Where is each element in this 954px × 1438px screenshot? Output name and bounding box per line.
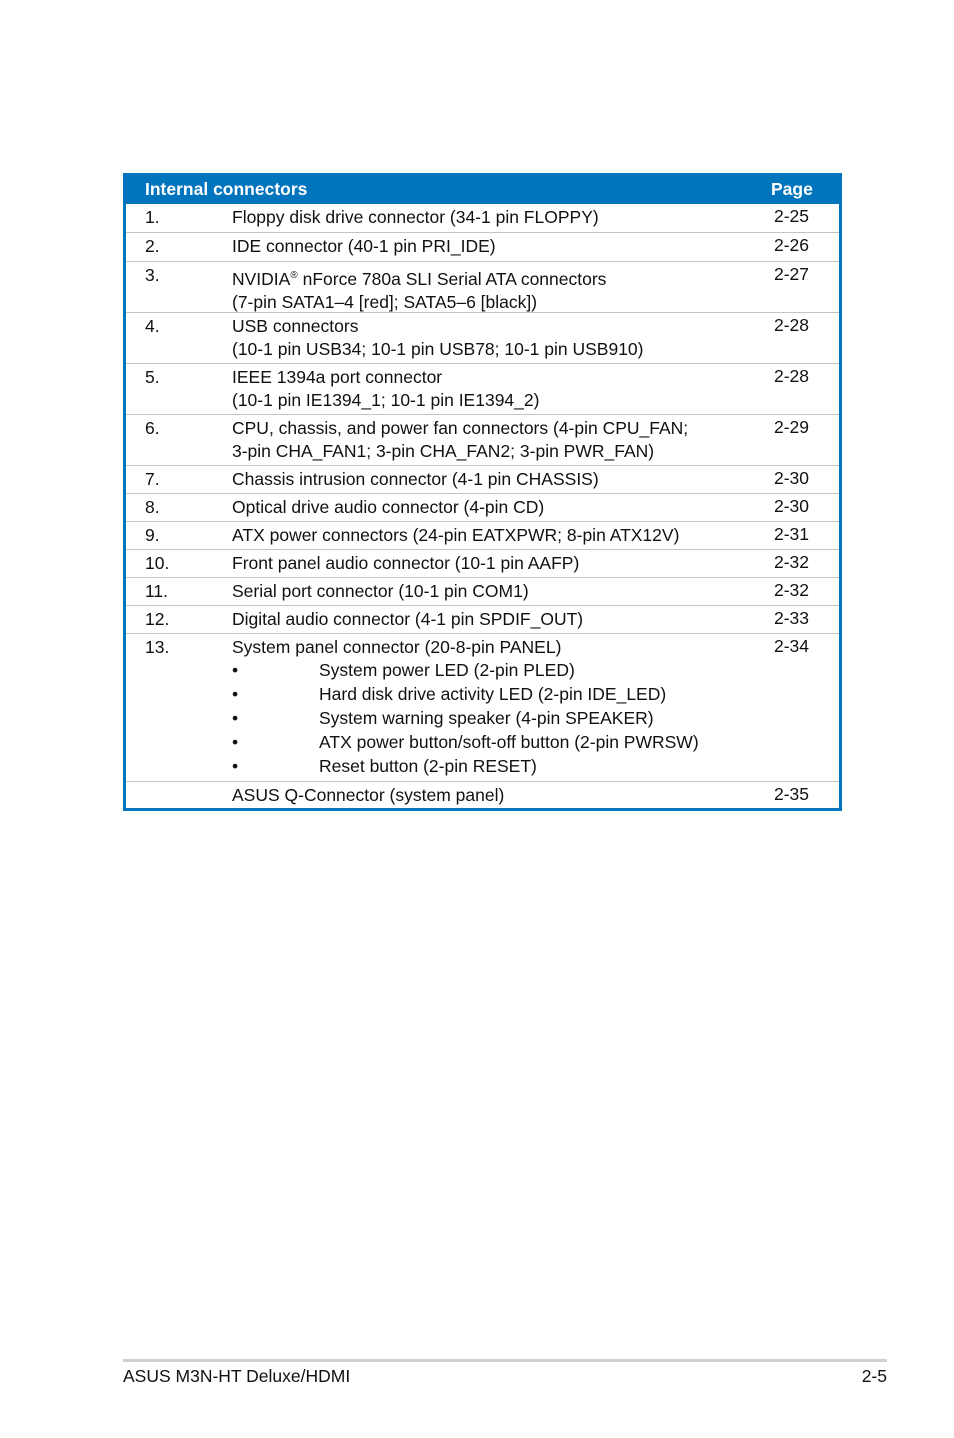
row-number: 10. [145,553,170,573]
bullet-icon: • [232,756,239,776]
table-row [126,262,839,313]
bullet-item [232,731,699,755]
header-title: Internal connectors [145,179,308,199]
table-row [126,466,839,494]
row-description [232,206,599,229]
row-number: 11. [145,581,169,601]
row-page: 2-31 [774,524,810,544]
row-number: 2. [145,236,160,256]
row-description [232,608,583,631]
description-text: nForce 780a SLI Serial ATA connectors [297,269,607,289]
row-number: 7. [145,469,160,489]
table-header [126,173,839,204]
row-page: 2-26 [774,235,810,255]
row-number: 9. [145,525,160,545]
row-description [232,366,539,412]
bullet-icon: • [232,708,239,728]
table-row [126,204,839,233]
description-line: Serial port connector (10-1 pin COM1) [232,581,529,601]
table-row [126,782,839,809]
description-line: 3-pin CHA_FAN1; 3-pin CHA_FAN2; 3-pin PWR_FAN) [232,441,655,461]
row-number: 8. [145,497,160,517]
row-description [232,580,529,603]
description-line: CPU, chassis, and power fan connectors (4-pin CPU_FAN; [232,418,689,438]
row-description [232,468,599,491]
description-line: Digital audio connector (4-1 pin SPDIF_OUT) [232,609,584,629]
row-page: 2-32 [774,552,810,572]
registered-mark: ® [290,270,298,281]
bullet-text: System warning speaker (4-pin SPEAKER) [319,708,654,728]
footer-product-name: ASUS M3N-HT Deluxe/HDMI [123,1366,351,1386]
row-number: 13. [145,637,170,657]
row-description [232,235,496,258]
bullet-text: Hard disk drive activity LED (2-pin IDE_LED) [319,684,667,704]
description-line: (10-1 pin IE1394_1; 10-1 pin IE1394_2) [232,390,540,410]
row-page: 2-29 [774,417,810,437]
row-description [232,784,504,807]
table-row [126,578,839,606]
table-row [126,364,839,415]
row-number: 3. [145,265,160,285]
bullet-icon: • [232,660,239,680]
bullet-item [232,755,561,779]
table-row [126,233,839,262]
bullet-icon: • [232,732,239,752]
description-line: USB connectors [232,316,359,336]
bullet-item [232,659,575,683]
table-row [126,522,839,550]
row-number: 4. [145,316,160,336]
description-line: ASUS Q-Connector (system panel) [232,785,505,805]
row-number: 1. [145,207,160,227]
row-page: 2-27 [774,264,810,284]
row-page: 2-30 [774,496,810,516]
description-line: IDE connector (40-1 pin PRI_IDE) [232,236,496,256]
description-line: (10-1 pin USB34; 10-1 pin USB78; 10-1 pin USB910) [232,339,644,359]
footer-divider [123,1359,887,1362]
row-page: 2-28 [774,315,810,335]
row-description [232,524,679,547]
description-line: ATX power connectors (24-pin EATXPWR; 8-pin ATX12V) [232,525,680,545]
row-number: 12. [145,609,170,629]
row-description [232,315,644,361]
row-description [232,496,544,519]
row-page: 2-35 [774,784,810,804]
row-page: 2-32 [774,580,810,600]
description-line: Floppy disk drive connector (34-1 pin FLOPPY) [232,207,599,227]
table-row [126,634,839,782]
row-page: 2-30 [774,468,810,488]
row-page: 2-33 [774,608,810,628]
description-line: IEEE 1394a port connector [232,367,443,387]
footer-page-number: 2-5 [861,1366,887,1386]
bullet-icon: • [232,684,239,704]
row-number: 6. [145,418,160,438]
row-description [232,552,579,575]
description-line: Front panel audio connector (10-1 pin AAFP) [232,553,580,573]
table-row [126,550,839,578]
description-line: (7-pin SATA1–4 [red]; SATA5–6 [black]) [232,292,538,312]
row-description [232,636,699,779]
brand-text: NVIDIA [232,269,291,289]
row-page: 2-25 [774,206,810,226]
table-row [126,313,839,364]
bullet-item [232,707,654,731]
description-line: Chassis intrusion connector (4-1 pin CHASSIS) [232,469,599,489]
description-line: System panel connector (20-8-pin PANEL) [232,637,562,657]
description-line: Optical drive audio connector (4-pin CD) [232,497,545,517]
description-line [232,264,606,291]
row-description [232,264,606,314]
bullet-text: ATX power button/soft-off button (2-pin PWRSW) [319,732,699,752]
row-page: 2-28 [774,366,810,386]
internal-connectors-table [123,173,842,811]
row-page: 2-34 [774,636,810,656]
table-row [126,415,839,466]
table-row [126,494,839,522]
bullet-text: System power LED (2-pin PLED) [319,660,575,680]
bullet-item [232,683,667,707]
header-page: Page [771,179,813,199]
row-description [232,417,688,463]
table-row [126,606,839,634]
row-number: 5. [145,367,160,387]
bullet-text: Reset button (2-pin RESET) [319,756,537,776]
